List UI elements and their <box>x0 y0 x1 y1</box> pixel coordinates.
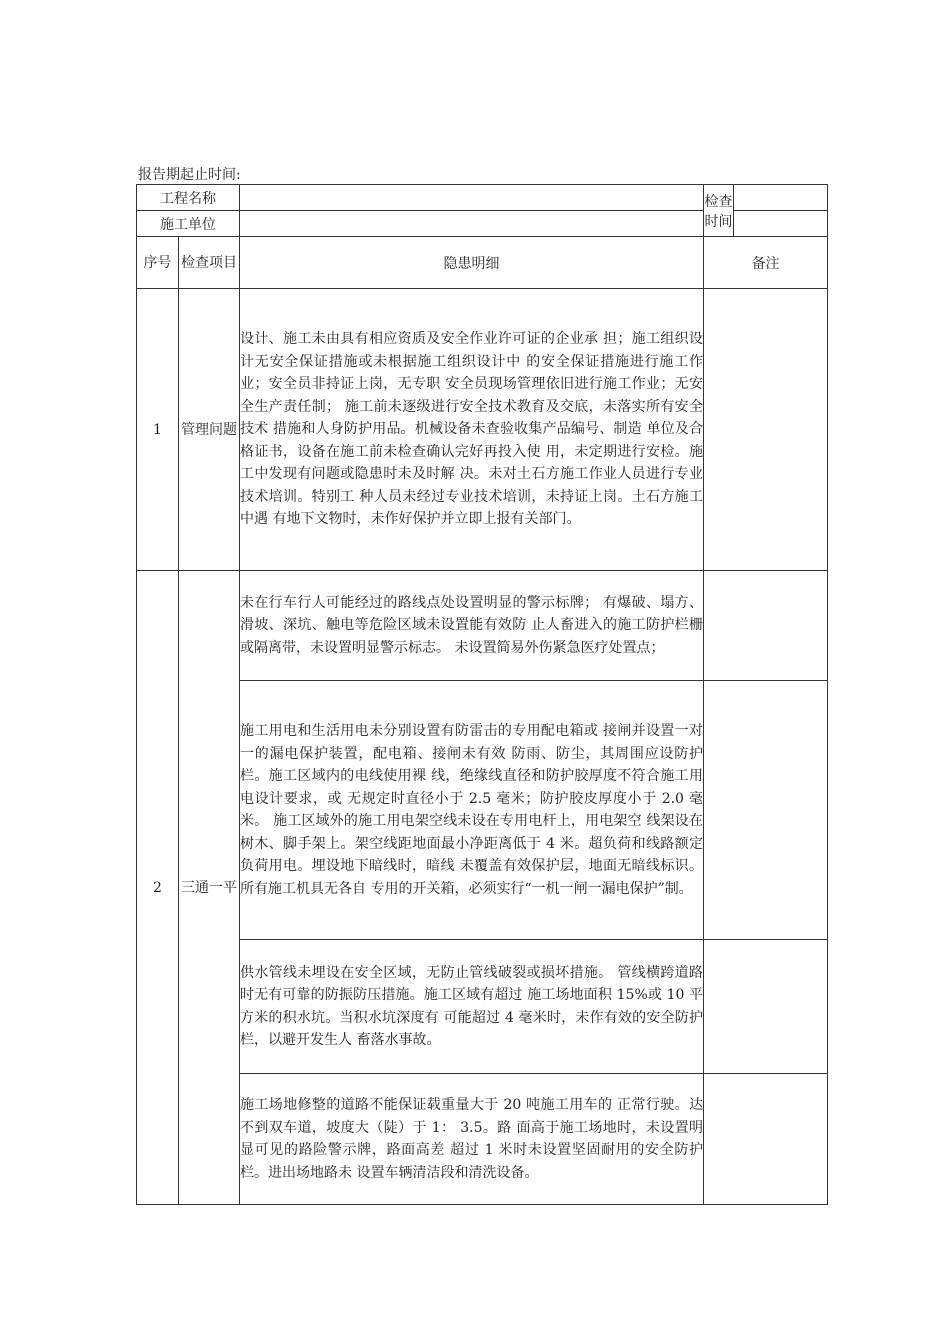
inspection-time-label: 检查时间 <box>704 185 734 237</box>
table-row <box>137 289 828 571</box>
remarks-cell[interactable] <box>704 681 828 940</box>
column-header-row <box>137 237 828 289</box>
hazard-detail-text: 未在行车行人可能经过的路线点处设置明显的警示标牌； 有爆破、塌方、滑坡、深坑、触电等危险区域未设置能有效防 止人畜进入的施工防护栏栅或隔离带，未设置明显警示标志。 未设置简易外伤紧急医疗处置点； <box>240 571 704 681</box>
remarks-cell[interactable] <box>704 1074 828 1205</box>
row-seq: 2 <box>137 571 179 1205</box>
inspection-time-value[interactable] <box>734 185 828 211</box>
hazard-detail-text: 供水管线未埋设在安全区域，无防止管线破裂或损坏措施。 管线横跨道路时无有可靠的防振防压措施。施工区域有超过 施工场地面积 15%或 10 平方米的积水坑。当积水坑深度有 可能超过 4 毫米时，未作有效的安全防护栏，以避开发生人 畜落水事故。 <box>240 940 704 1074</box>
row-check-item: 三通一平 <box>179 571 240 1205</box>
row-check-item: 管理问题 <box>179 289 240 571</box>
table-row <box>137 940 828 1074</box>
report-period-label: 报告期起止时间: <box>138 167 241 183</box>
table-row <box>137 571 828 681</box>
table-row <box>137 1074 828 1205</box>
construction-unit-label: 施工单位 <box>137 211 240 237</box>
inspection-time-value-2[interactable] <box>734 211 828 237</box>
remarks-cell[interactable] <box>704 940 828 1074</box>
hazard-detail-text: 设计、施工未由具有相应资质及安全作业许可证的企业承 担；施工组织设计无安全保证措施或未根据施工组织设计中 的安全保证措施进行施工作业；安全员非持证上岗，无专职 安全员现场管理依旧进行施工作业；无安全生产责任制； 施工前未逐级进行安全技术教育及交底，未落实所有安全技术 措施和人身防护用品。机械设备未查验收集产品编号、制造 单位及合格证书，设备在施工前未检查确认完好再投入使 用，未定期进行安检。施工中发现有问题或隐患时未及时解 决。未对土石方施工作业人员进行专业技术培训。特别工 种人员未经过专业技术培训，未持证上岗。土石方施工中遇 有地下文物时，未作好保护并立即上报有关部门。 <box>240 289 704 571</box>
remarks-cell[interactable] <box>704 289 828 571</box>
hazard-inspection-table <box>136 184 828 1205</box>
check-item-header: 检查项目 <box>179 237 240 289</box>
project-name-label: 工程名称 <box>137 185 240 211</box>
table-row <box>137 681 828 940</box>
hazard-detail-text: 施工场地修整的道路不能保证载重量大于 20 吨施工用车的 正常行驶。达不到双车道，坡度大（陡）于 1： 3.5。路 面高于施工场地时，未设置明显可见的路险警示牌，路面高差 超过 1 米时未设置坚固耐用的安全防护栏。进出场地路未 设置车辆清洁段和清洗设备。 <box>240 1074 704 1205</box>
row-seq: 1 <box>137 289 179 571</box>
construction-unit-value[interactable] <box>240 211 704 237</box>
hazard-detail-header: 隐患明细 <box>240 237 704 289</box>
remarks-header: 备注 <box>704 237 828 289</box>
seq-header: 序号 <box>137 237 179 289</box>
project-name-value[interactable] <box>240 185 704 211</box>
hazard-detail-text: 施工用电和生活用电未分别设置有防雷击的专用配电箱或 接闸并设置一对一的漏电保护装置，配电箱、接闸未有效 防雨、防尘，其周围应设防护栏。施工区域内的电线使用裸 线，绝缘线直径和防护胶厚度不符合施工用电设计要求，或 无规定时直径小于 2.5 毫米；防护胶皮厚度小于 2.0 毫米。 施工区域外的施工用电架空线未设在专用电杆上，用电架空 线架设在树木、脚手架上。架空线距地面最小净距离低于 4 米。超负荷和线路额定负荷用电。埋设地下暗线时，暗线 未覆盖有效保护层，地面无暗线标识。所有施工机具无各自 专用的开关箱，必须实行“一机一闸一漏电保护”制。 <box>240 681 704 940</box>
project-name-row <box>137 185 828 211</box>
remarks-cell[interactable] <box>704 571 828 681</box>
